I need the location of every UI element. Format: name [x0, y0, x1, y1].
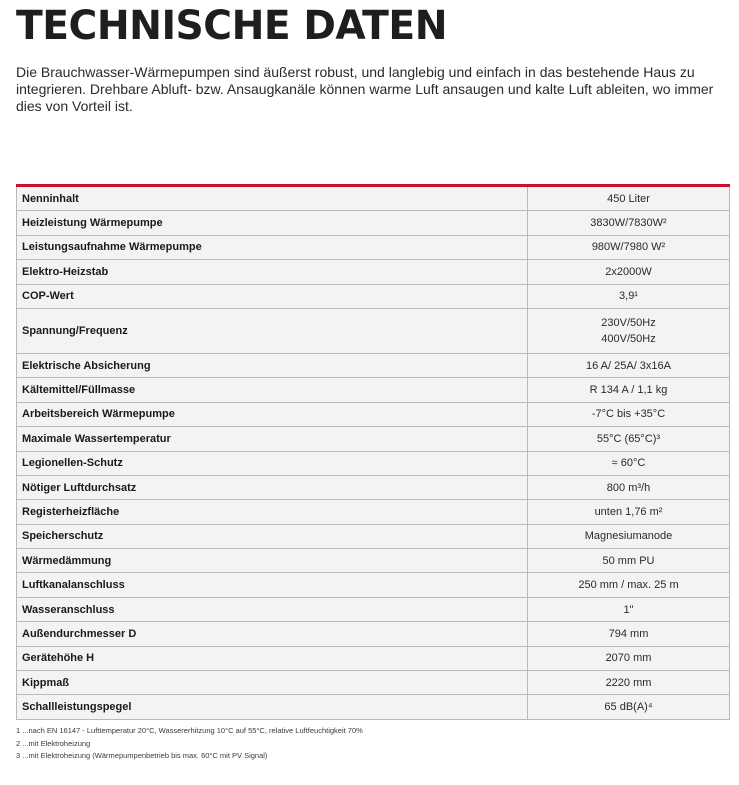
row-label: Wärmedämmung: [17, 549, 528, 573]
footnote: 1 ...nach EN 16147 - Lufttemperatur 20°C, Wassererhitzung 10°C auf 55°C, relative Luftfeuchtigkeit 70%: [16, 726, 363, 735]
table-row: [17, 378, 730, 402]
table-row: [17, 597, 730, 621]
table-row: [17, 573, 730, 597]
value-line: 230V/50Hz: [601, 316, 656, 329]
spec-table-container: [16, 184, 730, 720]
row-value: 2220 mm: [528, 671, 730, 695]
row-label: Luftkanalanschluss: [17, 573, 528, 597]
row-label: Maximale Wassertemperatur: [17, 427, 528, 451]
row-value: 794 mm: [528, 622, 730, 646]
table-row: [17, 187, 730, 211]
footnotes: [16, 725, 730, 763]
row-label: Schallleistungspegel: [17, 695, 528, 719]
table-row: [17, 622, 730, 646]
row-label: COP-Wert: [17, 284, 528, 308]
table-row: [17, 475, 730, 499]
row-value: 3830W/7830W²: [528, 211, 730, 235]
footnote: 3 ...mit Elektroheizung (Wärmepumpenbetrieb bis max. 60°C mit PV Signal): [16, 751, 268, 760]
table-row: [17, 549, 730, 573]
row-label: Nötiger Luftdurchsatz: [17, 475, 528, 499]
row-value: 16 A/ 25A/ 3x16A: [528, 353, 730, 377]
row-label: Leistungsaufnahme Wärmepumpe: [17, 235, 528, 259]
row-value: 65 dB(A)⁴: [528, 695, 730, 719]
value-line: 400V/50Hz: [601, 332, 656, 345]
table-row: [17, 235, 730, 259]
row-value: -7°C bis +35°C: [528, 402, 730, 426]
row-label: Spannung/Frequenz: [17, 308, 528, 353]
table-row: [17, 308, 730, 353]
table-row: [17, 427, 730, 451]
row-value: [528, 308, 730, 353]
table-row: [17, 211, 730, 235]
row-value: Magnesiumanode: [528, 524, 730, 548]
row-label: Außendurchmesser D: [17, 622, 528, 646]
table-row: [17, 402, 730, 426]
table-row: [17, 695, 730, 719]
row-label: Elektro-Heizstab: [17, 260, 528, 284]
table-row: [17, 646, 730, 670]
row-value: 2x2000W: [528, 260, 730, 284]
table-row: [17, 284, 730, 308]
footnote: 2 ...mit Elektroheizung: [16, 738, 91, 748]
row-value: R 134 A / 1,1 kg: [528, 378, 730, 402]
row-value: 250 mm / max. 25 m: [528, 573, 730, 597]
row-value: 450 Liter: [528, 187, 730, 211]
table-row: [17, 451, 730, 475]
row-value: 3,9¹: [528, 284, 730, 308]
row-value: 50 mm PU: [528, 549, 730, 573]
row-label: Kippmaß: [17, 671, 528, 695]
row-value: 2070 mm: [528, 646, 730, 670]
row-value: 55°C (65°C)³: [528, 427, 730, 451]
row-label: Wasseranschluss: [17, 597, 528, 621]
row-value: ≈ 60°C: [528, 451, 730, 475]
row-label: Gerätehöhe H: [17, 646, 528, 670]
row-label: Elektrische Absicherung: [17, 353, 528, 377]
row-value: 800 m³/h: [528, 475, 730, 499]
row-label: Heizleistung Wärmepumpe: [17, 211, 528, 235]
spec-table: [16, 187, 730, 720]
table-row: [17, 353, 730, 377]
row-value: 980W/7980 W²: [528, 235, 730, 259]
table-row: [17, 671, 730, 695]
row-value: 1": [528, 597, 730, 621]
row-label: Nenninhalt: [17, 187, 528, 211]
row-value: unten 1,76 m²: [528, 500, 730, 524]
row-label: Legionellen-Schutz: [17, 451, 528, 475]
row-label: Registerheizfläche: [17, 500, 528, 524]
row-label: Arbeitsbereich Wärmepumpe: [17, 402, 528, 426]
row-label: Speicherschutz: [17, 524, 528, 548]
row-label: Kältemittel/Füllmasse: [17, 378, 528, 402]
table-row: [17, 260, 730, 284]
page-title: TECHNISCHE DATEN: [16, 3, 448, 49]
table-row: [17, 524, 730, 548]
table-row: [17, 500, 730, 524]
intro-paragraph: Die Brauchwasser-Wärmepumpen sind äußerst robust, und langlebig und einfach in das bestehende Haus zu integrieren. Drehbare Abluft- bzw. Ansaugkanäle können warme Luft ansaugen und kalte Luft ableiten, wo immer dies von Vorteil ist.: [16, 64, 714, 114]
